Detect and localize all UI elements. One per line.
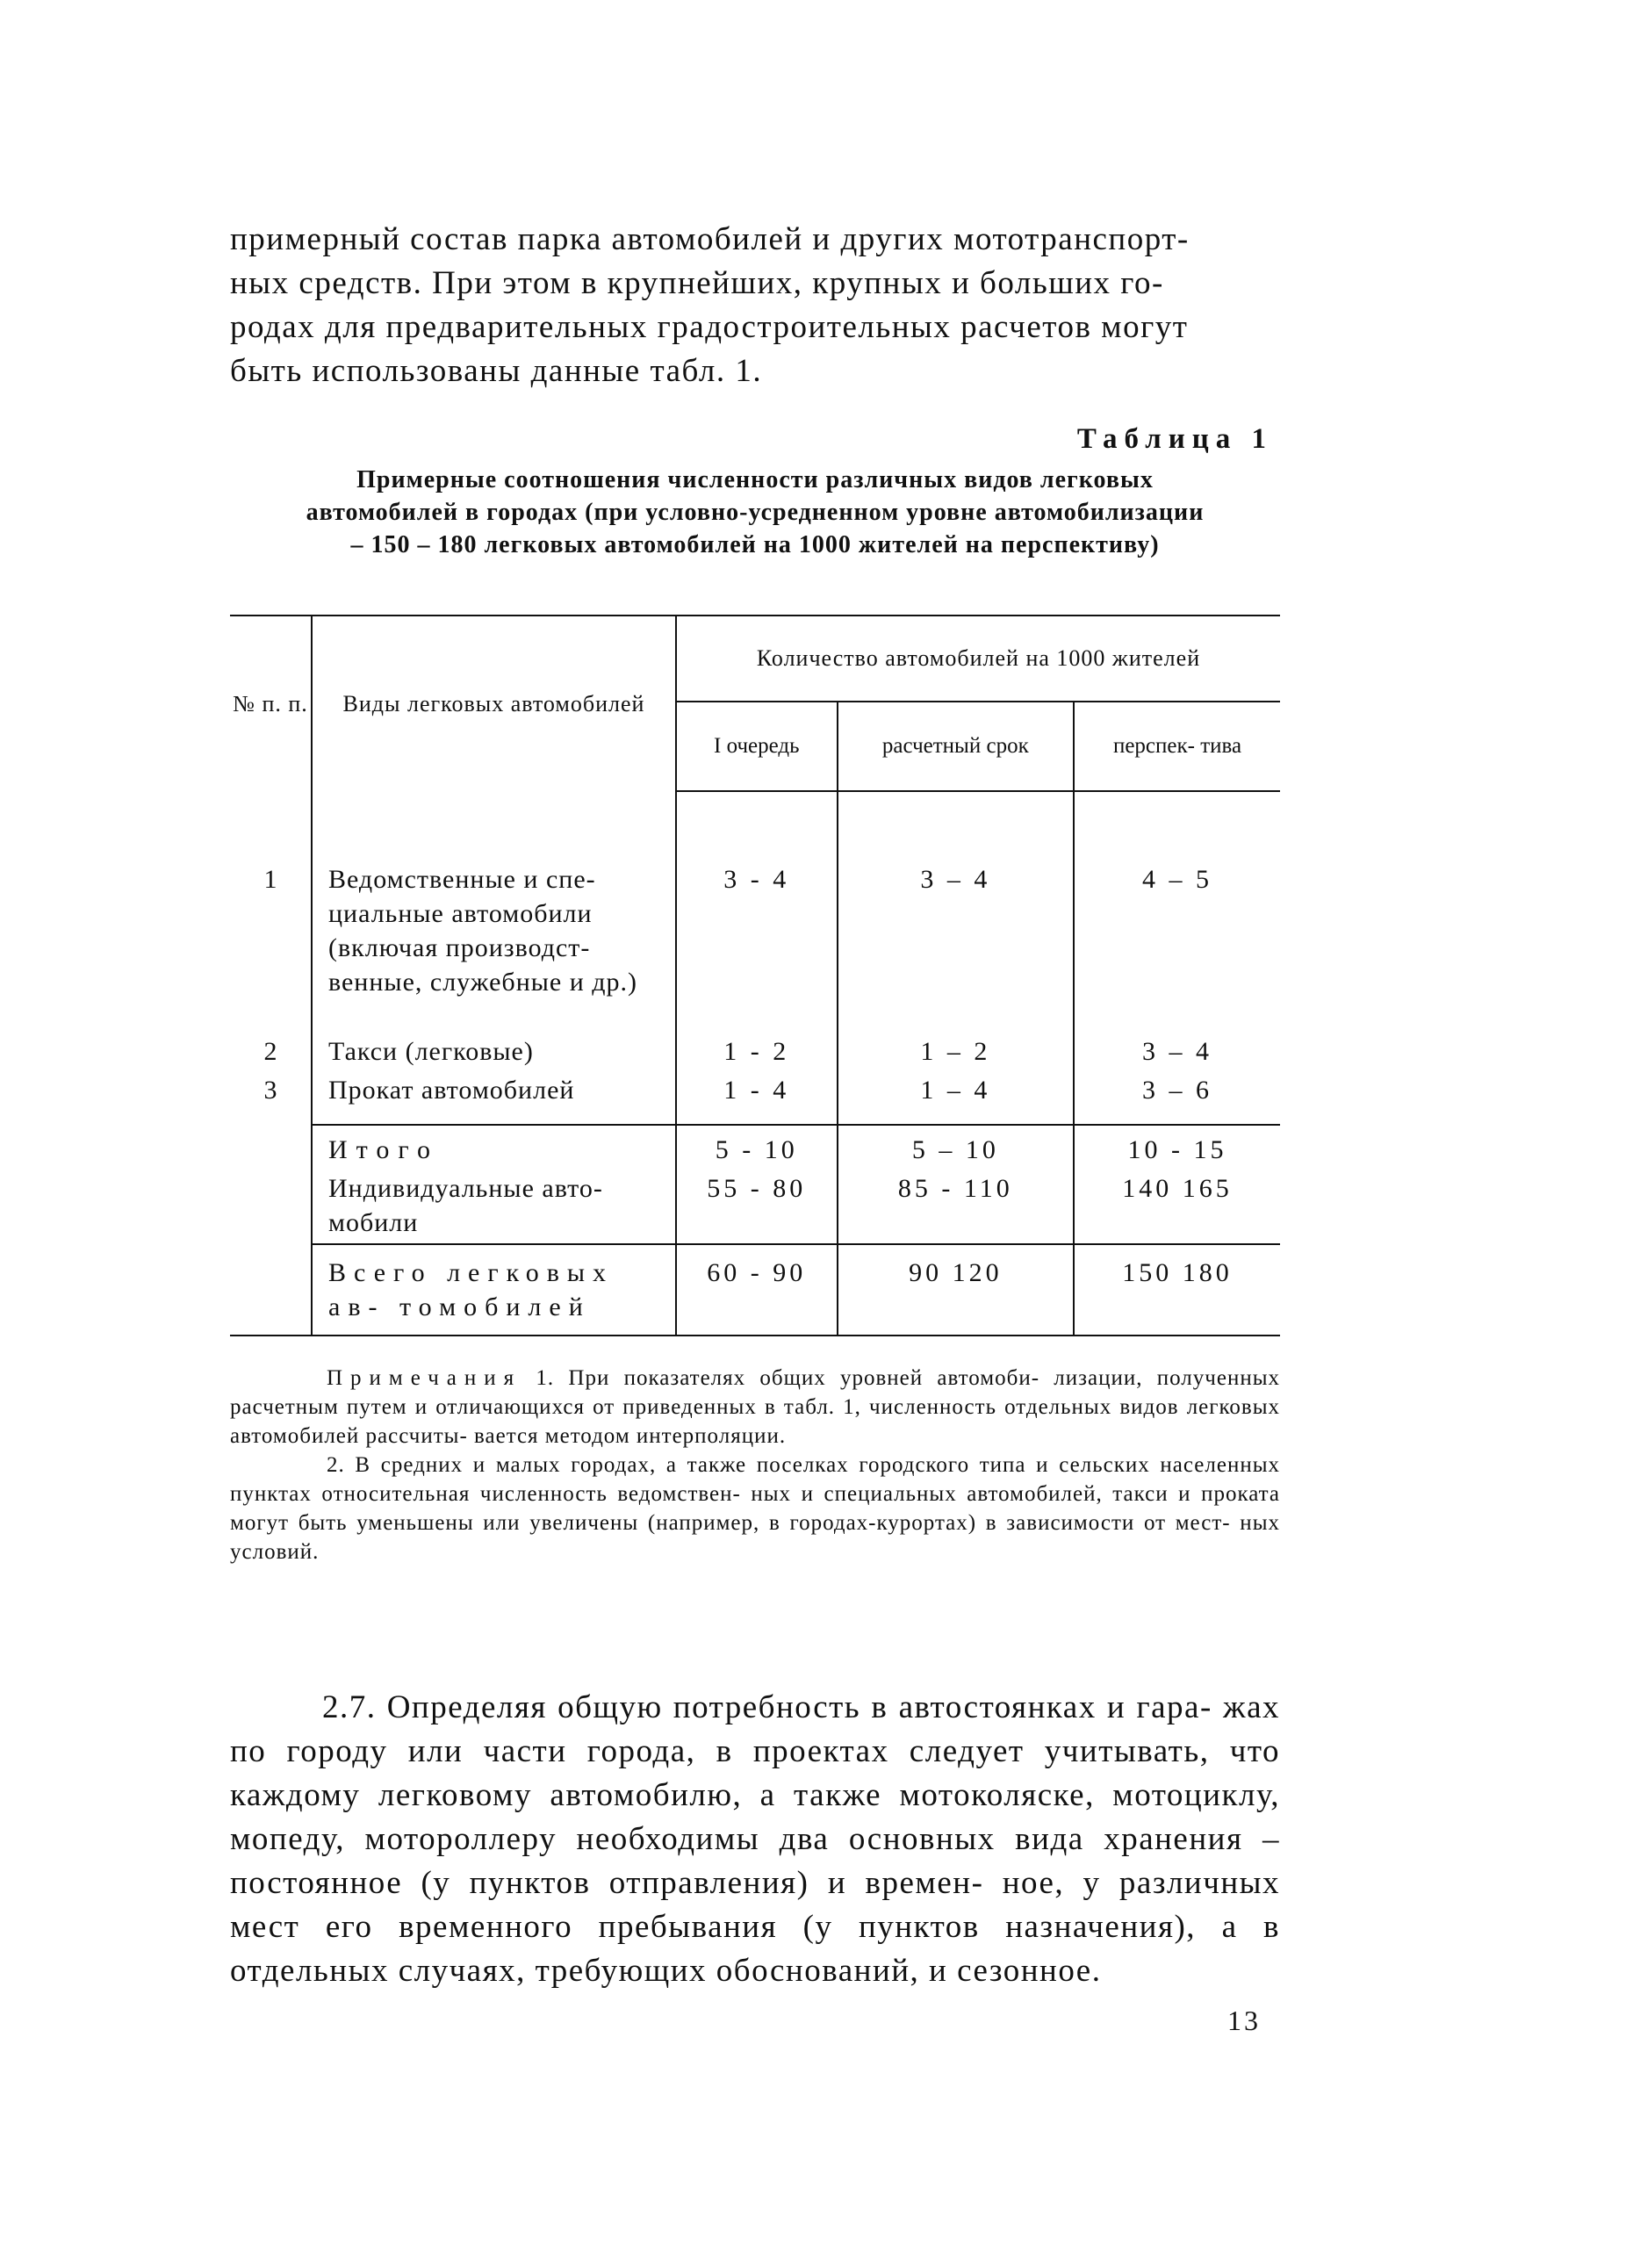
individual-persp: 140 165 bbox=[1074, 1171, 1280, 1244]
table-label: Таблица 1 bbox=[1076, 423, 1273, 455]
row-num: 1 bbox=[263, 865, 277, 894]
row-kind: Прокат автомобилей bbox=[312, 1073, 676, 1112]
table-row bbox=[230, 1034, 1280, 1073]
itogo-row bbox=[230, 1125, 1280, 1171]
note-1 bbox=[230, 1364, 1280, 1451]
header-q1: I очередь bbox=[676, 702, 838, 791]
row-kind: Такси (легковые) bbox=[312, 1034, 676, 1073]
row-persp: 3 – 6 bbox=[1074, 1073, 1280, 1112]
individual-label: Индивидуальные авто- мобили bbox=[312, 1171, 676, 1244]
vsego-persp: 150 180 bbox=[1074, 1244, 1280, 1336]
row-num: 3 bbox=[263, 1076, 277, 1105]
vsego-q1: 60 - 90 bbox=[676, 1244, 838, 1336]
table-row bbox=[230, 862, 1280, 1034]
row-calc: 3 – 4 bbox=[838, 862, 1075, 1034]
vsego-calc: 90 120 bbox=[838, 1244, 1075, 1336]
section-2-7-paragraph: 2.7. Определяя общую потребность в автостоянках и гара- жах по городу или части города, в проектах следует учитывать, что каждому легковому автомобилю, а также мотоколяске, мотоциклу, мопеду, мотороллеру необходимы два основных вида хранения – постоянное (у пунктов отправления) и времен- ное, у различных мест его временного пребывания (у пунктов назначения), а в отдельных случаях, требующих обоснований, и сезонное. bbox=[230, 1689, 1280, 1989]
intro-paragraph bbox=[230, 218, 1280, 393]
table-notes bbox=[230, 1364, 1280, 1566]
row-q1: 1 - 4 bbox=[676, 1073, 838, 1112]
header-kind: Виды легковых автомобилей bbox=[312, 616, 676, 791]
row-calc: 1 – 2 bbox=[838, 1034, 1075, 1073]
note-2: 2. В средних и малых городах, а также поселках городского типа и сельских населенных пунктах относительная численность ведомствен- ных и специальных автомобилей, такси и проката могут быть уменьшены или увеличены (например, в городах-курортах) в зависимости от мест- ных условий. bbox=[230, 1453, 1280, 1564]
intro-line: примерный состав парка автомобилей и других мототранспорт- bbox=[230, 221, 1190, 257]
vsego-label: Всего легковых ав- томобилей bbox=[312, 1244, 676, 1336]
vsego-row bbox=[230, 1244, 1280, 1336]
table-row bbox=[230, 1073, 1280, 1112]
individual-row bbox=[230, 1171, 1280, 1244]
note-1-text: 1. При показателях общих уровней автомоби- лизации, полученных расчетным путем и отличающихся от приведенных в табл. 1, численность отдельных видов легковых автомобилей рассчиты- вается методом интерполяции. bbox=[230, 1366, 1280, 1448]
page-number: 13 bbox=[1227, 2005, 1261, 2036]
individual-calc: 85 - 110 bbox=[838, 1171, 1075, 1244]
row-num: 2 bbox=[263, 1037, 277, 1066]
itogo-label: Итого bbox=[312, 1125, 676, 1171]
row-calc: 1 – 4 bbox=[838, 1073, 1075, 1112]
notes-heading: Примечания bbox=[327, 1366, 522, 1390]
itogo-persp: 10 - 15 bbox=[1074, 1125, 1280, 1171]
header-calc: расчетный срок bbox=[838, 702, 1075, 791]
intro-line: быть использованы данные табл. 1. bbox=[230, 353, 763, 389]
header-num: № п. п. bbox=[230, 616, 312, 791]
row-q1: 3 - 4 bbox=[676, 862, 838, 1034]
row-persp: 4 – 5 bbox=[1074, 862, 1280, 1034]
table-title: Примерные соотношения численности различных видов легковых автомобилей в городах (при условно-усредненном уровне автомобилизации – 150 – 180 легковых автомобилей на 1000 жителей на перспективу) bbox=[306, 466, 1205, 558]
header-count: Количество автомобилей на 1000 жителей bbox=[676, 616, 1280, 702]
row-kind: Ведомственные и спе- циальные автомобили (включая производст- венные, служебные и др.) bbox=[312, 862, 676, 1034]
individual-q1: 55 - 80 bbox=[676, 1171, 838, 1244]
data-table bbox=[230, 615, 1280, 1336]
row-q1: 1 - 2 bbox=[676, 1034, 838, 1073]
itogo-q1: 5 - 10 bbox=[676, 1125, 838, 1171]
row-persp: 3 – 4 bbox=[1074, 1034, 1280, 1073]
intro-line: родах для предварительных градостроительных расчетов могут bbox=[230, 309, 1189, 345]
itogo-calc: 5 – 10 bbox=[838, 1125, 1075, 1171]
intro-line: ных средств. При этом в крупнейших, крупных и больших го- bbox=[230, 265, 1164, 301]
header-persp: перспек- тива bbox=[1074, 702, 1280, 791]
